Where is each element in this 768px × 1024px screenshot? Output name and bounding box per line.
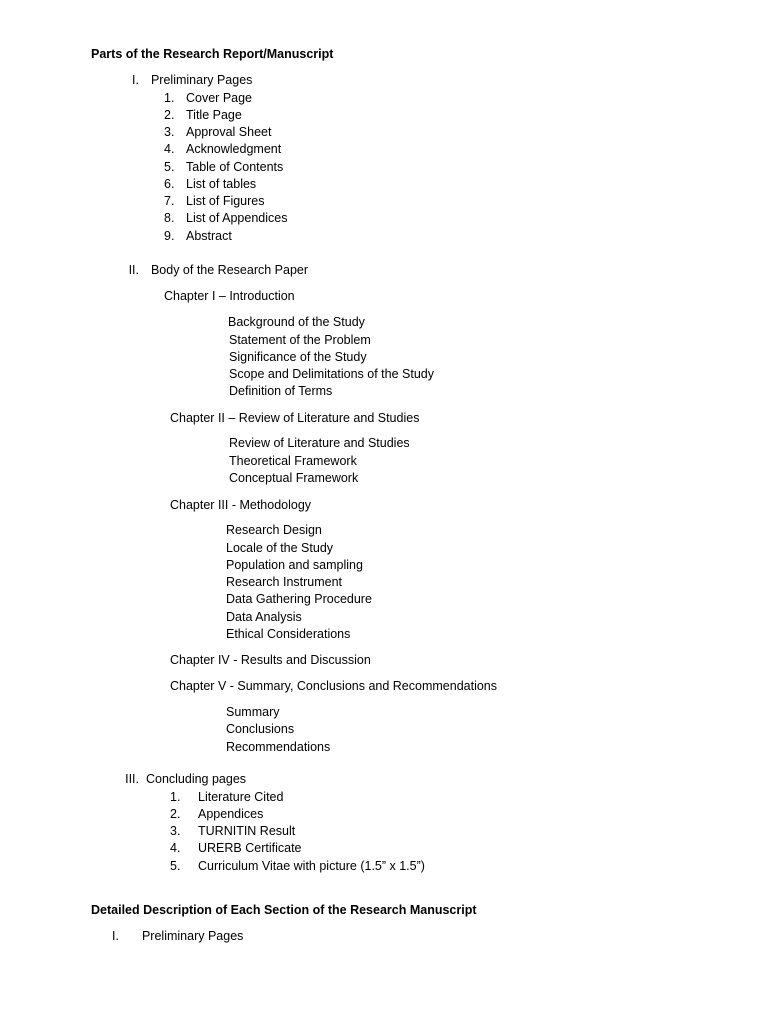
list-item: Statement of the Problem xyxy=(229,333,371,347)
section-title: Preliminary Pages xyxy=(141,929,244,943)
list-number: 6. xyxy=(164,177,175,191)
list-item xyxy=(170,858,425,875)
section-heading: Detailed Description of Each Section of the Research Manuscript xyxy=(91,903,477,917)
list-item xyxy=(170,823,295,840)
chapter-title: Chapter I – Introduction xyxy=(164,289,295,303)
list-number: 4. xyxy=(164,142,175,156)
section-title: Concluding pages xyxy=(145,772,247,786)
list-item: Scope and Delimitations of the Study xyxy=(229,367,434,381)
list-number: 7. xyxy=(164,194,175,208)
list-number: 2. xyxy=(164,108,175,122)
section-numeral: I. xyxy=(132,73,139,87)
list-item: Locale of the Study xyxy=(226,541,334,555)
list-number: 3. xyxy=(164,125,175,139)
chapter-title: Chapter IV - Results and Discussion xyxy=(170,653,371,667)
list-text: List of Figures xyxy=(186,194,265,208)
list-text: Approval Sheet xyxy=(186,125,272,139)
list-number: 8. xyxy=(164,211,175,225)
list-text: List of tables xyxy=(186,177,257,191)
list-item: Data Analysis xyxy=(226,610,302,624)
list-text: URERB Certificate xyxy=(198,841,302,855)
list-item xyxy=(164,124,271,141)
list-item: Conclusions xyxy=(226,722,295,736)
list-text: Acknowledgment xyxy=(186,142,282,156)
list-item: Ethical Considerations xyxy=(226,627,351,641)
list-text: Curriculum Vitae with picture (1.5” x 1.5”) xyxy=(198,859,425,873)
list-item xyxy=(164,176,256,193)
list-number: 1. xyxy=(170,790,181,804)
list-text: Appendices xyxy=(198,807,264,821)
list-item: Research Design xyxy=(226,523,322,537)
list-text: Table of Contents xyxy=(186,160,284,174)
list-number: 5. xyxy=(164,160,175,174)
list-item xyxy=(164,141,281,158)
section-concluding-pages xyxy=(112,771,246,788)
section-numeral: II. xyxy=(128,263,139,277)
list-item: Review of Literature and Studies xyxy=(229,436,410,450)
list-number: 5. xyxy=(170,859,181,873)
section-body xyxy=(117,262,308,279)
chapter-title: Chapter V - Summary, Conclusions and Recommendations xyxy=(170,679,497,693)
list-item xyxy=(164,228,232,245)
list-text: TURNITIN Result xyxy=(198,824,296,838)
list-text: List of Appendices xyxy=(186,211,288,225)
list-text: Literature Cited xyxy=(198,790,284,804)
list-number: 1. xyxy=(164,91,175,105)
list-item: Theoretical Framework xyxy=(229,454,357,468)
list-item xyxy=(164,159,283,176)
list-text: Abstract xyxy=(186,229,232,243)
list-item: Summary xyxy=(226,705,280,719)
list-item: Background of the Study xyxy=(228,315,365,329)
section-preliminary-pages xyxy=(117,72,252,89)
list-item xyxy=(164,90,252,107)
list-text: Title Page xyxy=(186,108,242,122)
list-item: Significance of the Study xyxy=(229,350,367,364)
list-text: Cover Page xyxy=(186,91,253,105)
list-number: 9. xyxy=(164,229,175,243)
document-heading: Parts of the Research Report/Manuscript xyxy=(91,47,334,61)
list-item: Population and sampling xyxy=(226,558,363,572)
list-item xyxy=(164,193,265,210)
list-number: 3. xyxy=(170,824,181,838)
chapter-title: Chapter III - Methodology xyxy=(170,498,312,512)
list-item xyxy=(170,789,283,806)
list-number: 2. xyxy=(170,807,181,821)
list-item: Recommendations xyxy=(226,740,331,754)
section-numeral: I. xyxy=(112,929,119,943)
section-preliminary-pages-detail xyxy=(112,928,243,945)
list-item xyxy=(164,107,242,124)
section-numeral: III. xyxy=(125,772,139,786)
chapter-title: Chapter II – Review of Literature and Studies xyxy=(170,411,420,425)
list-item: Conceptual Framework xyxy=(229,471,359,485)
list-item: Data Gathering Procedure xyxy=(226,592,372,606)
list-item: Definition of Terms xyxy=(229,384,333,398)
section-title: Preliminary Pages xyxy=(150,73,253,87)
list-item xyxy=(170,840,302,857)
list-item xyxy=(170,806,263,823)
list-number: 4. xyxy=(170,841,181,855)
list-item: Research Instrument xyxy=(226,575,343,589)
section-title: Body of the Research Paper xyxy=(150,263,309,277)
list-item xyxy=(164,210,287,227)
